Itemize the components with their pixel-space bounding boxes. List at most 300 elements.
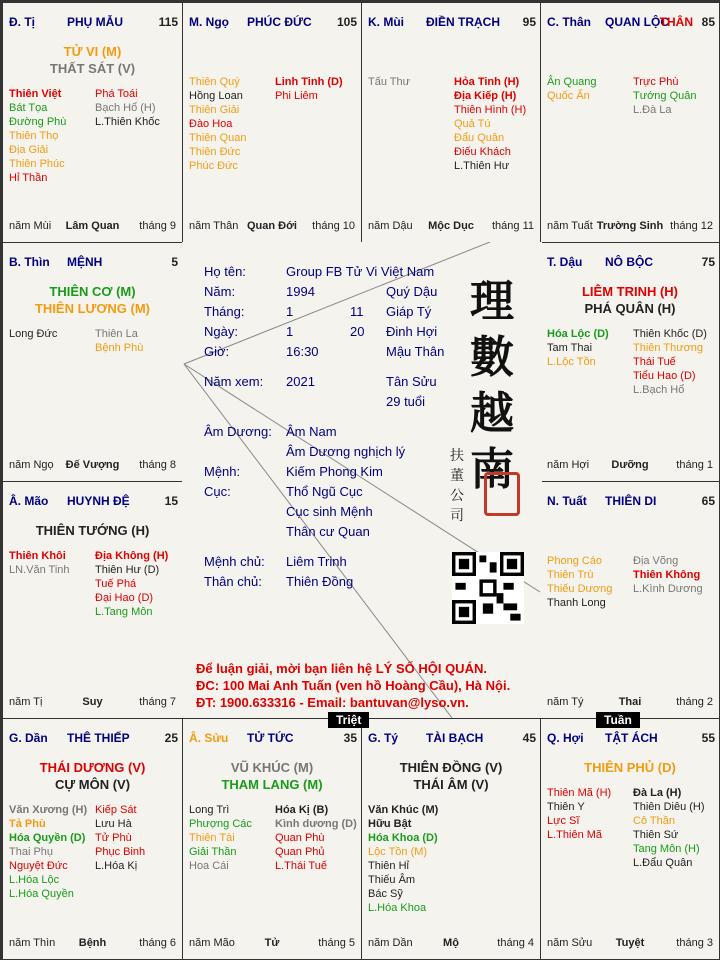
star: Nguyệt Đức xyxy=(9,860,68,872)
star: Thiên Hư (D) xyxy=(95,564,160,576)
palace-position: Â. Mão xyxy=(9,494,49,508)
palace-name: HUYNH ĐỆ xyxy=(67,494,130,508)
palace-name: QUAN LỘC xyxy=(605,15,669,29)
star: Bệnh Phù xyxy=(95,342,144,354)
left-stars xyxy=(9,803,87,901)
star: Kiếp Sát xyxy=(95,804,137,816)
palace-header xyxy=(547,15,715,31)
palace-header xyxy=(547,255,715,271)
year-label: năm Sửu xyxy=(547,937,593,949)
star: L.Đẩu Quân xyxy=(633,857,693,869)
main-stars xyxy=(3,522,182,539)
star: Điếu Khách xyxy=(454,146,511,158)
month-label: tháng 2 xyxy=(676,696,713,708)
month-canchi: Giáp Tý xyxy=(386,304,432,319)
stage-label: Dưỡng xyxy=(611,459,649,471)
than-marker: THÂN xyxy=(659,15,693,29)
month-label: tháng 7 xyxy=(139,696,176,708)
star: Tử Phù xyxy=(95,832,132,844)
palace-number: 45 xyxy=(522,731,536,745)
calli-char-4: 南 xyxy=(470,444,514,495)
cuc-label: Cục: xyxy=(204,484,231,499)
palace-dau xyxy=(540,242,720,482)
palace-name: PHỤ MẪU xyxy=(67,15,123,29)
star: Thiên Sứ xyxy=(633,829,679,841)
star: Địa Võng xyxy=(633,555,679,567)
month-label: tháng 12 xyxy=(670,220,713,232)
palace-footer xyxy=(547,937,713,951)
star: Phi Liêm xyxy=(275,90,318,102)
palace-mui xyxy=(361,2,541,243)
star: Thiên Phúc xyxy=(9,158,65,170)
day-label: Ngày: xyxy=(204,324,238,339)
star: Thái Tuế xyxy=(633,356,676,368)
palace-header xyxy=(547,731,715,747)
star: Thiên Hỉ xyxy=(368,860,409,872)
star: Địa Kiếp (H) xyxy=(454,90,517,102)
star: Thiên Hình (H) xyxy=(454,104,527,116)
main-stars xyxy=(3,759,182,793)
palace-name: NÔ BỘC xyxy=(605,255,653,269)
star: Thiên Tài xyxy=(189,832,235,844)
palace-name: TÀI BẠCH xyxy=(426,731,484,745)
amduong-value: Âm Nam xyxy=(286,424,337,439)
palace-tuat xyxy=(540,481,720,719)
contact-line-3: ĐT: 1900.633316 - Email: bantuvan@lyso.vn. xyxy=(196,695,469,710)
star: Thiên Không xyxy=(633,569,701,581)
stage-label: Đế Vượng xyxy=(65,459,120,471)
palace-name: THIÊN DI xyxy=(605,494,657,508)
star: Hóa Khoa (D) xyxy=(368,832,438,844)
right-stars xyxy=(633,75,697,117)
name-label: Họ tên: xyxy=(204,264,246,279)
star: Quả Tú xyxy=(454,118,491,130)
palace-hoi xyxy=(540,718,720,960)
palace-number: 65 xyxy=(701,494,715,508)
star: Thiên Quan xyxy=(189,132,247,144)
main-star: THIÊN LƯƠNG (M) xyxy=(34,301,151,316)
star: Phong Cáo xyxy=(547,555,603,567)
main-star: THIÊN PHỦ (D) xyxy=(584,760,676,775)
contact-line-2: ĐC: 100 Mai Anh Tuấn (ven hồ Hoàng Cầu), Hà Nội. xyxy=(196,678,511,693)
star: Thiên Đức xyxy=(189,146,241,158)
palace-dan xyxy=(2,718,183,960)
main-stars xyxy=(541,283,719,317)
star: Phá Toái xyxy=(95,88,138,100)
month-label: tháng 9 xyxy=(139,220,176,232)
right-stars xyxy=(95,803,145,873)
palace-number: 85 xyxy=(701,15,715,29)
star: L.Bạch Hổ xyxy=(633,384,685,396)
star: Tả Phù xyxy=(9,818,46,830)
palace-position: G. Tý xyxy=(368,731,399,745)
menh-label: Mệnh: xyxy=(204,464,241,479)
star: L.Đà La xyxy=(633,104,672,116)
right-stars xyxy=(95,327,143,355)
star: Quan Phù xyxy=(275,832,325,844)
star: Phượng Các xyxy=(189,818,252,830)
palace-position: Đ. Tị xyxy=(9,15,35,29)
star: Bác Sỹ xyxy=(368,888,403,900)
amduong-label: Âm Dương: xyxy=(204,424,272,439)
palace-name: TẬT ÁCH xyxy=(605,731,658,745)
star: Hữu Bật xyxy=(368,818,412,830)
qr-code-icon[interactable] xyxy=(452,552,524,624)
star: Đà La (H) xyxy=(633,787,682,799)
main-star: THAM LANG (M) xyxy=(221,777,323,792)
main-star: LIÊM TRINH (H) xyxy=(581,284,679,299)
palace-thin xyxy=(2,242,183,482)
palace-header xyxy=(368,731,536,747)
left-stars xyxy=(368,803,438,915)
star: L.Hóa Quyền xyxy=(9,888,74,900)
star: Thiên Diêu (H) xyxy=(633,801,705,813)
palace-position: K. Mùi xyxy=(368,15,404,29)
star: Thiên Thọ xyxy=(9,130,59,142)
palace-header xyxy=(9,255,178,271)
contact-block xyxy=(196,660,510,711)
star: Quan Phủ xyxy=(275,846,325,858)
triet-tag: Triệt xyxy=(328,712,369,728)
palace-number: 105 xyxy=(336,15,357,29)
star: Thiên Quý xyxy=(189,76,240,88)
left-stars xyxy=(9,327,57,341)
star: Thiên Mã (H) xyxy=(547,787,612,799)
palace-number: 95 xyxy=(522,15,536,29)
month-label: Tháng: xyxy=(204,304,245,319)
main-star: CỰ MÔN (V) xyxy=(54,777,131,792)
name-value: Group FB Tử Vi Việt Nam xyxy=(286,264,435,279)
star: Thiên Y xyxy=(547,801,585,813)
right-stars xyxy=(633,554,703,596)
star: Kình dương (D) xyxy=(275,818,357,830)
star: Long Trì xyxy=(189,804,230,816)
star: Lộc Tồn (M) xyxy=(368,846,428,858)
stage-label: Trường Sinh xyxy=(596,220,664,232)
view-year-value: 2021 xyxy=(286,374,315,389)
palace-footer xyxy=(547,459,713,473)
star: Địa Không (H) xyxy=(95,550,169,562)
stage-label: Mộ xyxy=(443,937,459,949)
year-label: Năm: xyxy=(204,284,236,299)
star: Thiên Thương xyxy=(633,342,704,354)
star: Phục Binh xyxy=(95,846,146,858)
star: Tuế Phá xyxy=(95,578,137,590)
palace-footer xyxy=(189,220,355,234)
palace-number: 5 xyxy=(171,255,178,269)
calli-char-3: 越 xyxy=(470,388,514,439)
left-stars xyxy=(9,549,70,577)
palace-number: 55 xyxy=(701,731,715,745)
palace-name: ĐIỀN TRẠCH xyxy=(426,15,500,29)
star: Cô Thần xyxy=(633,815,675,827)
year-label: năm Mùi xyxy=(9,220,52,232)
month-label: tháng 10 xyxy=(312,220,355,232)
star: Bạch Hổ (H) xyxy=(95,102,156,114)
day-value: 1 xyxy=(286,324,294,339)
contact-line-1: Để luận giải, mời bạn liên hệ LÝ SỐ HỘI QUÁN. xyxy=(196,661,487,676)
menhchu-label: Mệnh chủ: xyxy=(204,554,265,569)
seal-char-4: 司 xyxy=(450,508,464,524)
red-seal xyxy=(484,472,520,516)
menhchu-value: Liêm Trinh xyxy=(286,554,347,569)
cuc-note2: Thân cư Quan xyxy=(286,524,370,539)
palace-footer xyxy=(368,220,534,234)
star: L.Hóa Lộc xyxy=(9,874,60,886)
stage-label: Quan Đới xyxy=(247,220,297,232)
cuc-value: Thổ Ngũ Cục xyxy=(286,484,363,499)
star: Lực Sĩ xyxy=(547,815,580,827)
palace-number: 25 xyxy=(164,731,178,745)
star: Văn Khúc (M) xyxy=(368,804,439,816)
palace-ti xyxy=(2,2,183,243)
cuc-note1: Cục sinh Mệnh xyxy=(286,504,373,519)
stage-label: Mộc Dục xyxy=(428,220,474,232)
palace-header xyxy=(9,494,178,510)
month-label: tháng 3 xyxy=(676,937,713,949)
chart-center xyxy=(182,242,542,718)
calli-char-1: 理 xyxy=(470,276,514,327)
palace-name: TỬ TỨC xyxy=(247,731,294,745)
main-star: THIÊN ĐỒNG (V) xyxy=(399,760,503,775)
star: L.Kình Dương xyxy=(633,583,703,595)
star: Thiên Khốc (D) xyxy=(633,328,707,340)
star: Thiếu Âm xyxy=(368,874,416,886)
hour-value: 16:30 xyxy=(286,344,319,359)
star: Văn Xương (H) xyxy=(9,804,88,816)
seal-small-text xyxy=(450,446,466,542)
palace-footer xyxy=(189,937,355,951)
main-star: THẤT SÁT (V) xyxy=(49,61,136,76)
tuan-tag: Tuần xyxy=(596,712,640,728)
left-stars xyxy=(547,75,597,103)
palace-position: T. Dậu xyxy=(547,255,583,269)
star: Thiên Việt xyxy=(9,88,62,100)
main-star: THÁI DƯƠNG (V) xyxy=(39,760,146,775)
star: Thiên Giải xyxy=(189,104,240,116)
year-value: 1994 xyxy=(286,284,315,299)
main-star: TỬ VI (M) xyxy=(63,44,122,59)
palace-mao xyxy=(2,481,183,719)
year-label: năm Thìn xyxy=(9,937,56,949)
left-stars xyxy=(368,75,410,89)
star: L.Hóa Khoa xyxy=(368,902,427,914)
calli-char-2: 數 xyxy=(470,332,514,383)
star: Thiên La xyxy=(95,328,138,340)
month-solar: 11 xyxy=(350,304,364,319)
palace-footer xyxy=(368,937,534,951)
star: Hóa Lộc (D) xyxy=(547,328,609,340)
star: L.Thái Tuế xyxy=(275,860,327,872)
right-stars xyxy=(95,87,160,129)
palace-header xyxy=(189,15,357,31)
palace-number: 15 xyxy=(164,494,178,508)
stage-label: Lâm Quan xyxy=(65,220,120,232)
year-label: năm Tuất xyxy=(547,220,593,232)
star: Tướng Quân xyxy=(633,90,697,102)
star: Thai Phụ xyxy=(9,846,54,858)
star: Hoa Cái xyxy=(189,860,229,872)
palace-header xyxy=(9,731,178,747)
right-stars xyxy=(95,549,168,619)
year-label: năm Ngọ xyxy=(9,459,54,471)
left-stars xyxy=(547,554,612,610)
star: Thiên Trù xyxy=(547,569,594,581)
star: Linh Tinh (D) xyxy=(275,76,343,88)
thanchu-value: Thiên Đồng xyxy=(286,574,354,589)
star: Hỉ Thần xyxy=(9,172,48,184)
star: Tiểu Hao (D) xyxy=(633,370,696,382)
star: Lưu Hà xyxy=(95,818,132,830)
month-label: tháng 1 xyxy=(676,459,713,471)
palace-name: PHÚC ĐỨC xyxy=(247,15,312,29)
palace-header xyxy=(547,494,715,510)
right-stars xyxy=(633,327,707,397)
star: Hóa Kị (B) xyxy=(275,804,329,816)
month-label: tháng 6 xyxy=(139,937,176,949)
star: Long Đức xyxy=(9,328,58,340)
palace-footer xyxy=(9,937,176,951)
palace-header xyxy=(368,15,536,31)
day-canchi: Đinh Hợi xyxy=(386,324,438,339)
hour-canchi: Mậu Thân xyxy=(386,344,445,359)
age-value: 29 tuổi xyxy=(386,394,426,409)
star: Đào Hoa xyxy=(189,118,233,130)
star: Đường Phù xyxy=(9,116,67,128)
palace-number: 115 xyxy=(158,15,178,29)
star: Bát Tọa xyxy=(9,102,48,114)
year-label: năm Tý xyxy=(547,696,584,708)
main-stars xyxy=(3,43,182,77)
star: Quốc Ấn xyxy=(547,90,590,102)
star: Giải Thần xyxy=(189,846,237,858)
month-value: 1 xyxy=(286,304,294,319)
left-stars xyxy=(547,327,609,369)
star: Phúc Đức xyxy=(189,160,238,172)
star: Hồng Loan xyxy=(189,90,243,102)
left-stars xyxy=(189,803,252,873)
main-stars xyxy=(362,759,540,793)
palace-footer xyxy=(9,696,176,710)
palace-position: C. Thân xyxy=(547,15,591,29)
main-star: THIÊN CƠ (M) xyxy=(49,284,136,299)
palace-position: Q. Hợi xyxy=(547,731,584,745)
star: L.Thiên Hư xyxy=(454,160,510,172)
star: L.Thiên Mã xyxy=(547,829,603,841)
star: L.Hóa Kị xyxy=(95,860,138,872)
main-stars xyxy=(183,759,361,793)
star: Đẩu Quân xyxy=(454,132,505,144)
day-solar: 20 xyxy=(350,324,365,339)
star: Thiếu Dương xyxy=(547,583,613,595)
star: LN.Văn Tinh xyxy=(9,564,70,576)
month-label: tháng 11 xyxy=(491,220,534,232)
palace-footer xyxy=(9,459,176,473)
left-stars xyxy=(9,87,66,185)
main-stars xyxy=(3,283,182,317)
year-label: năm Tị xyxy=(9,696,43,708)
star: Hỏa Tinh (H) xyxy=(454,76,520,88)
star: Ân Quang xyxy=(547,76,597,88)
seal-char-1: 扶 xyxy=(450,448,464,464)
seal-char-2: 董 xyxy=(450,468,464,484)
star: Tang Môn (H) xyxy=(633,843,700,855)
main-stars xyxy=(541,759,719,776)
palace-than xyxy=(540,2,720,243)
seal-char-3: 公 xyxy=(450,488,464,504)
palace-name: THÊ THIẾP xyxy=(67,731,130,745)
left-stars xyxy=(547,786,611,842)
palace-name: MỆNH xyxy=(67,255,103,269)
palace-suu xyxy=(182,718,362,960)
star: L.Tang Môn xyxy=(95,606,153,618)
main-star: THIÊN TƯỚNG (H) xyxy=(35,523,150,538)
star: Tấu Thư xyxy=(368,76,411,88)
stage-label: Bệnh xyxy=(78,937,107,949)
month-label: tháng 8 xyxy=(139,459,176,471)
year-label: năm Dần xyxy=(368,937,413,949)
year-label: năm Hợi xyxy=(547,459,590,471)
palace-position: Â. Sửu xyxy=(189,731,229,745)
palace-position: B. Thìn xyxy=(9,255,50,269)
year-label: năm Mão xyxy=(189,937,235,949)
main-star: PHÁ QUÂN (H) xyxy=(584,301,676,316)
right-stars xyxy=(633,786,705,870)
month-label: tháng 4 xyxy=(497,937,534,949)
stage-label: Tử xyxy=(264,937,280,949)
palace-header xyxy=(189,731,357,747)
palace-ngo xyxy=(182,2,362,243)
view-year-label: Năm xem: xyxy=(204,374,264,389)
thanchu-label: Thân chủ: xyxy=(204,574,262,589)
menh-value: Kiếm Phong Kim xyxy=(286,464,383,479)
palace-position: G. Dần xyxy=(9,731,48,745)
stage-label: Tuyệt xyxy=(615,937,645,949)
year-canchi: Quý Dậu xyxy=(386,284,438,299)
star: Đại Hao (D) xyxy=(95,592,154,604)
hour-label: Giờ: xyxy=(204,344,230,359)
palace-number: 75 xyxy=(701,255,715,269)
palace-header xyxy=(9,15,178,31)
main-star: VŨ KHÚC (M) xyxy=(230,760,314,775)
main-star: THÁI ÂM (V) xyxy=(413,777,489,792)
view-year-canchi: Tân Sửu xyxy=(386,374,437,389)
palace-position: N. Tuất xyxy=(547,494,587,508)
palace-position: M. Ngọ xyxy=(189,15,229,29)
palace-number: 35 xyxy=(343,731,357,745)
palace-ty xyxy=(361,718,541,960)
star: Hóa Quyền (D) xyxy=(9,832,86,844)
right-stars xyxy=(275,75,343,103)
right-stars xyxy=(454,75,526,173)
star: Thanh Long xyxy=(547,597,606,609)
star: Thiên Khôi xyxy=(9,550,66,562)
palace-footer xyxy=(547,220,713,234)
star: Trực Phù xyxy=(633,76,679,88)
star: L.Thiên Khốc xyxy=(95,116,160,128)
stage-label: Thai xyxy=(618,696,642,708)
star: Tam Thai xyxy=(547,342,593,354)
right-stars xyxy=(275,803,357,873)
palace-footer xyxy=(547,696,713,710)
year-label: năm Thân xyxy=(189,220,239,232)
star: Địa Giải xyxy=(9,144,49,156)
amduong-note: Âm Dương nghịch lý xyxy=(286,444,406,459)
palace-footer xyxy=(9,220,176,234)
year-label: năm Dậu xyxy=(368,220,413,232)
stage-label: Suy xyxy=(82,696,103,708)
star: L.Lộc Tồn xyxy=(547,356,596,368)
